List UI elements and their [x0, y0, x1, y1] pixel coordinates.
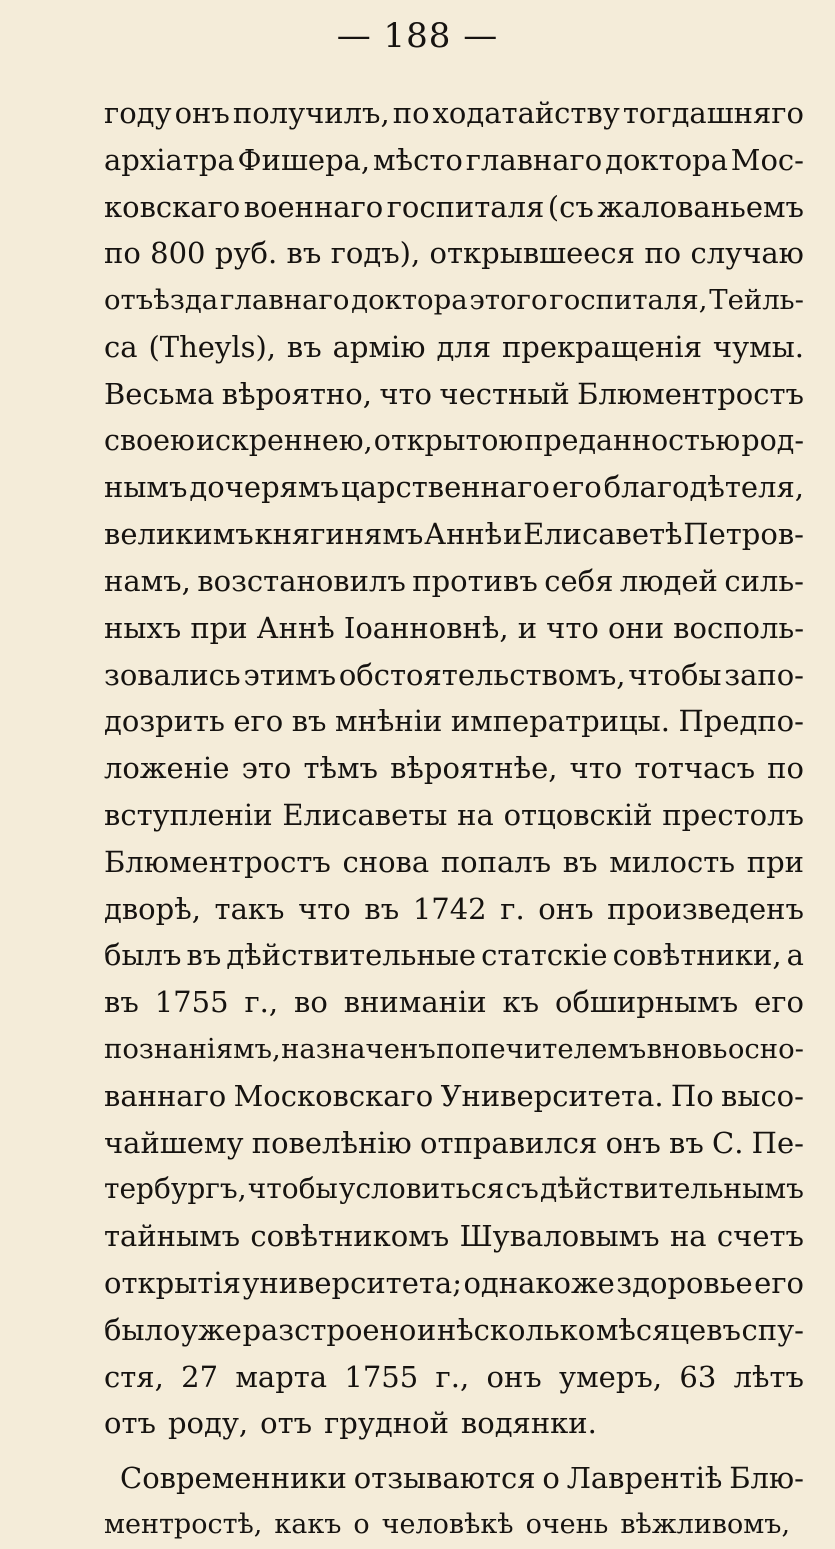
text-line: Весьма вѣроятно, что честный Блюментростъ — [104, 376, 804, 411]
text-line: былъ въ дѣйствительные статскіе совѣтники, а — [104, 938, 804, 973]
text-line: было уже разстроено и нѣсколько мѣсяцевъ спу- — [104, 1312, 804, 1347]
text-line: великимъ княгинямъ Аннѣ и Елисаветѣ Петров- — [104, 517, 804, 552]
text-line: году онъ получилъ, по ходатайству тогдашняго — [104, 96, 804, 130]
text-line: Современники отзываются о Лаврентіѣ Блю- — [120, 1461, 804, 1496]
text-line: дозрить его въ мнѣніи императрицы. Предпо- — [104, 704, 804, 739]
text-line: отъѣзда главнаго доктора этого госпиталя, Тейль- — [104, 284, 804, 317]
text-line: отъ роду, отъ грудной водянки. — [104, 1406, 597, 1441]
text-line: зовались этимъ обстоятельствомъ, чтобы запо- — [104, 657, 804, 692]
text-line: намъ, возстановилъ противъ себя людей силь- — [104, 563, 804, 598]
text-line: дворѣ, такъ что въ 1742 г. онъ произведенъ — [104, 891, 804, 926]
paragraph-gap — [104, 1447, 804, 1455]
text-line: ныхъ при Аннѣ Іоанновнѣ, и что они восполь- — [104, 610, 804, 645]
text-line: открытія университета; однакоже здоровье его — [104, 1265, 804, 1300]
text-line: вступленіи Елисаветы на отцовскій престолъ — [104, 797, 804, 832]
text-line: стя, 27 марта 1755 г., онъ умеръ, 63 лѣтъ — [104, 1359, 804, 1394]
text-line: ментростѣ, какъ о человѣкѣ очень вѣжливомъ, — [104, 1508, 791, 1540]
text-line: тайнымъ совѣтникомъ Шуваловымъ на счетъ — [104, 1219, 804, 1254]
text-line: са (Theyls), въ армію для прекращенія чумы. — [104, 329, 804, 364]
text-line: тербургъ, чтобы условиться съ дѣйствительнымъ — [104, 1172, 804, 1206]
text-line: нымъ дочерямъ царственнаго его благодѣтеля, — [104, 470, 804, 505]
paragraph — [104, 1455, 804, 1549]
text-line: Блюментростъ снова попалъ въ милость при — [104, 844, 804, 879]
text-line: по 800 руб. въ годъ), открывшееся по случаю — [104, 236, 804, 271]
paragraph — [104, 90, 804, 1447]
text-line: ваннаго Московскаго Университета. По высо- — [104, 1078, 804, 1113]
body-text — [104, 90, 804, 1549]
text-line: ковскаго военнаго госпиталя (съ жалованьемъ — [104, 189, 804, 224]
page-number: — 188 — — [336, 16, 499, 56]
text-line: ложеніе это тѣмъ вѣроятнѣе, что тотчасъ по — [104, 751, 804, 786]
text-line: въ 1755 г., во вниманіи къ обширнымъ его — [104, 985, 804, 1020]
text-line: архіатра Фишера, мѣсто главнаго доктора Мос- — [104, 142, 804, 177]
text-line: своею искреннею, открытою преданностью род- — [104, 423, 804, 457]
text-line: познаніямъ, назначенъ попечителемъ вновь осно- — [104, 1032, 804, 1065]
text-line: чайшему повелѣнію отправился онъ въ С. Пе- — [104, 1125, 804, 1160]
